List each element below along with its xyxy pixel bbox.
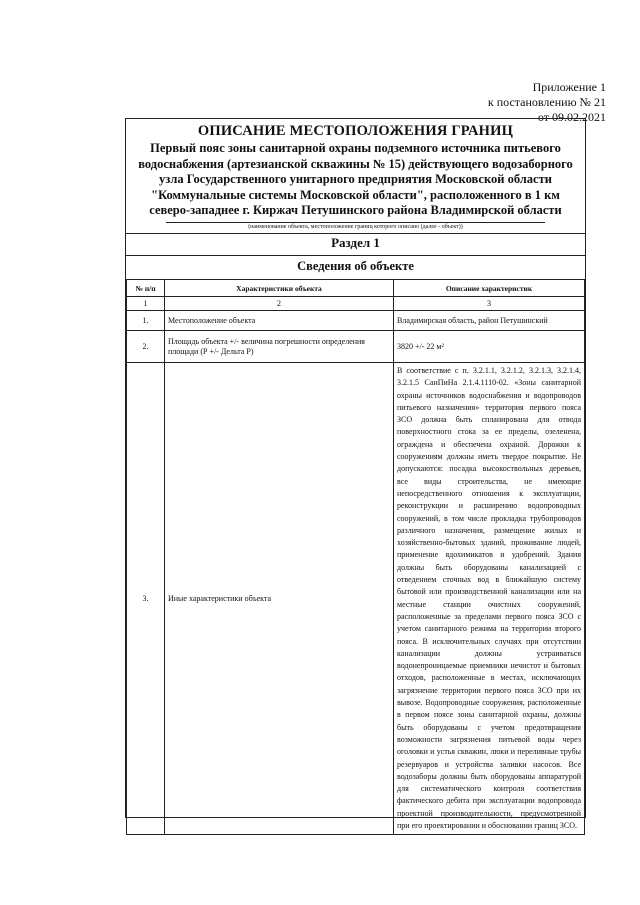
document-frame xyxy=(125,118,586,830)
row-characteristic: Площадь объекта +/- величина погрешности определения площади (Р +/- Дельта Р) xyxy=(165,331,394,363)
index-cell: 3 xyxy=(394,297,585,311)
row-number: 2. xyxy=(127,331,165,363)
row-number: 3. xyxy=(127,363,165,835)
row-value: Владимирская область, район Петушинский xyxy=(394,311,585,331)
row-value: 3820 +/- 22 м² xyxy=(394,331,585,363)
table-index-row xyxy=(127,297,585,311)
row-number: 1. xyxy=(127,311,165,331)
row-value: В соответствие с п. 3.2.1.1, 3.2.1.2, 3.2.1.3, 3.2.1.4, 3.2.1.5 СанПиНа 2.1.4.1110-02. «Зоны санитарной охраны источников водоснабжения и водопроводов питьевого назначения» территория первого пояса ЗСО должна быть спланирована для отвода поверхностного стока за ее пределы, озеленена, ограждена и обеспечена охраной. Дорожки к сооружениям должны иметь твердое покрытие. Не допускаются: посадка высокоствольных деревьев, все виды строительства, не имеющие непосредственного отношения к эксплуатации, реконструкции и расширению водопроводных сооружений, в том числе прокладка трубопроводов различного назначения, размещение жилых и хозяйственно-бытовых зданий, проживание людей, применение ядохимикатов и удобрений. Здания должны быть оборудованы канализацией с отведением сточных вод в ближайшую систему бытовой или производственной канализации или на местные станции очистных сооружений, расположенные за пределами первого пояса ЗСО с учетом санитарного режима на территории второго пояса. В исключительных случаях при отсутствии канализации должны устраиваться водонепроницаемые приемники нечистот и бытовых отходов, расположенные в местах, исключающих загрязнение территории первого пояса ЗСО при их вывозе. Водопроводные сооружения, расположенные в первом поясе зоны санитарной охраны, должны быть оборудованы с учетом предотвращения возможности загрязнения питьевой воды через оголовки и устья скважин, люки и переливные трубы резервуаров и устройства заливки насосов. Все водозаборы должны быть оборудованы аппаратурой для систематического контроля соответствия фактического дебита при эксплуатации водопровода проектной производительности, предусмотренной при его проектировании и обосновании границ ЗСО. xyxy=(394,363,585,835)
table-header-row xyxy=(127,280,585,297)
section-subtitle: Сведения об объекте xyxy=(297,259,414,273)
appendix-title: Приложение 1 xyxy=(532,80,606,94)
row-characteristic: Иные характеристики объекта xyxy=(165,363,394,835)
appendix-resolution: к постановлению № 21 xyxy=(487,95,606,109)
section-title: Раздел 1 xyxy=(331,235,380,250)
object-description: Первый пояс зоны санитарной охраны подземного источника питьевого водоснабжения (артезианской скважины № 15) действующего водозаборного узла Государственного унитарного предприятия Московской области "Коммунальные системы Московской области", расположенного в 1 км северо-западнее г. Киржач Петушинского района Владимирской области xyxy=(138,141,573,217)
divider xyxy=(126,255,585,256)
col-header-characteristic: Характеристики объекта xyxy=(165,280,394,297)
document-title: ОПИСАНИЕ МЕСТОПОЛОЖЕНИЯ ГРАНИЦ xyxy=(197,123,514,139)
object-caption: (наименование объекта, местоположение границ которого описано (далее - объект)) xyxy=(248,224,463,230)
col-header-description: Описание характеристик xyxy=(394,280,585,297)
table-row xyxy=(127,331,585,363)
divider xyxy=(126,233,585,234)
table-row xyxy=(127,363,585,835)
object-info-table xyxy=(126,279,585,835)
table-row xyxy=(127,311,585,331)
index-cell: 1 xyxy=(127,297,165,311)
col-header-number: № п/п xyxy=(127,280,165,297)
index-cell: 2 xyxy=(165,297,394,311)
appendix-date: от 09.02.2021 xyxy=(537,110,606,124)
row-characteristic: Местоположение объекта xyxy=(165,311,394,331)
